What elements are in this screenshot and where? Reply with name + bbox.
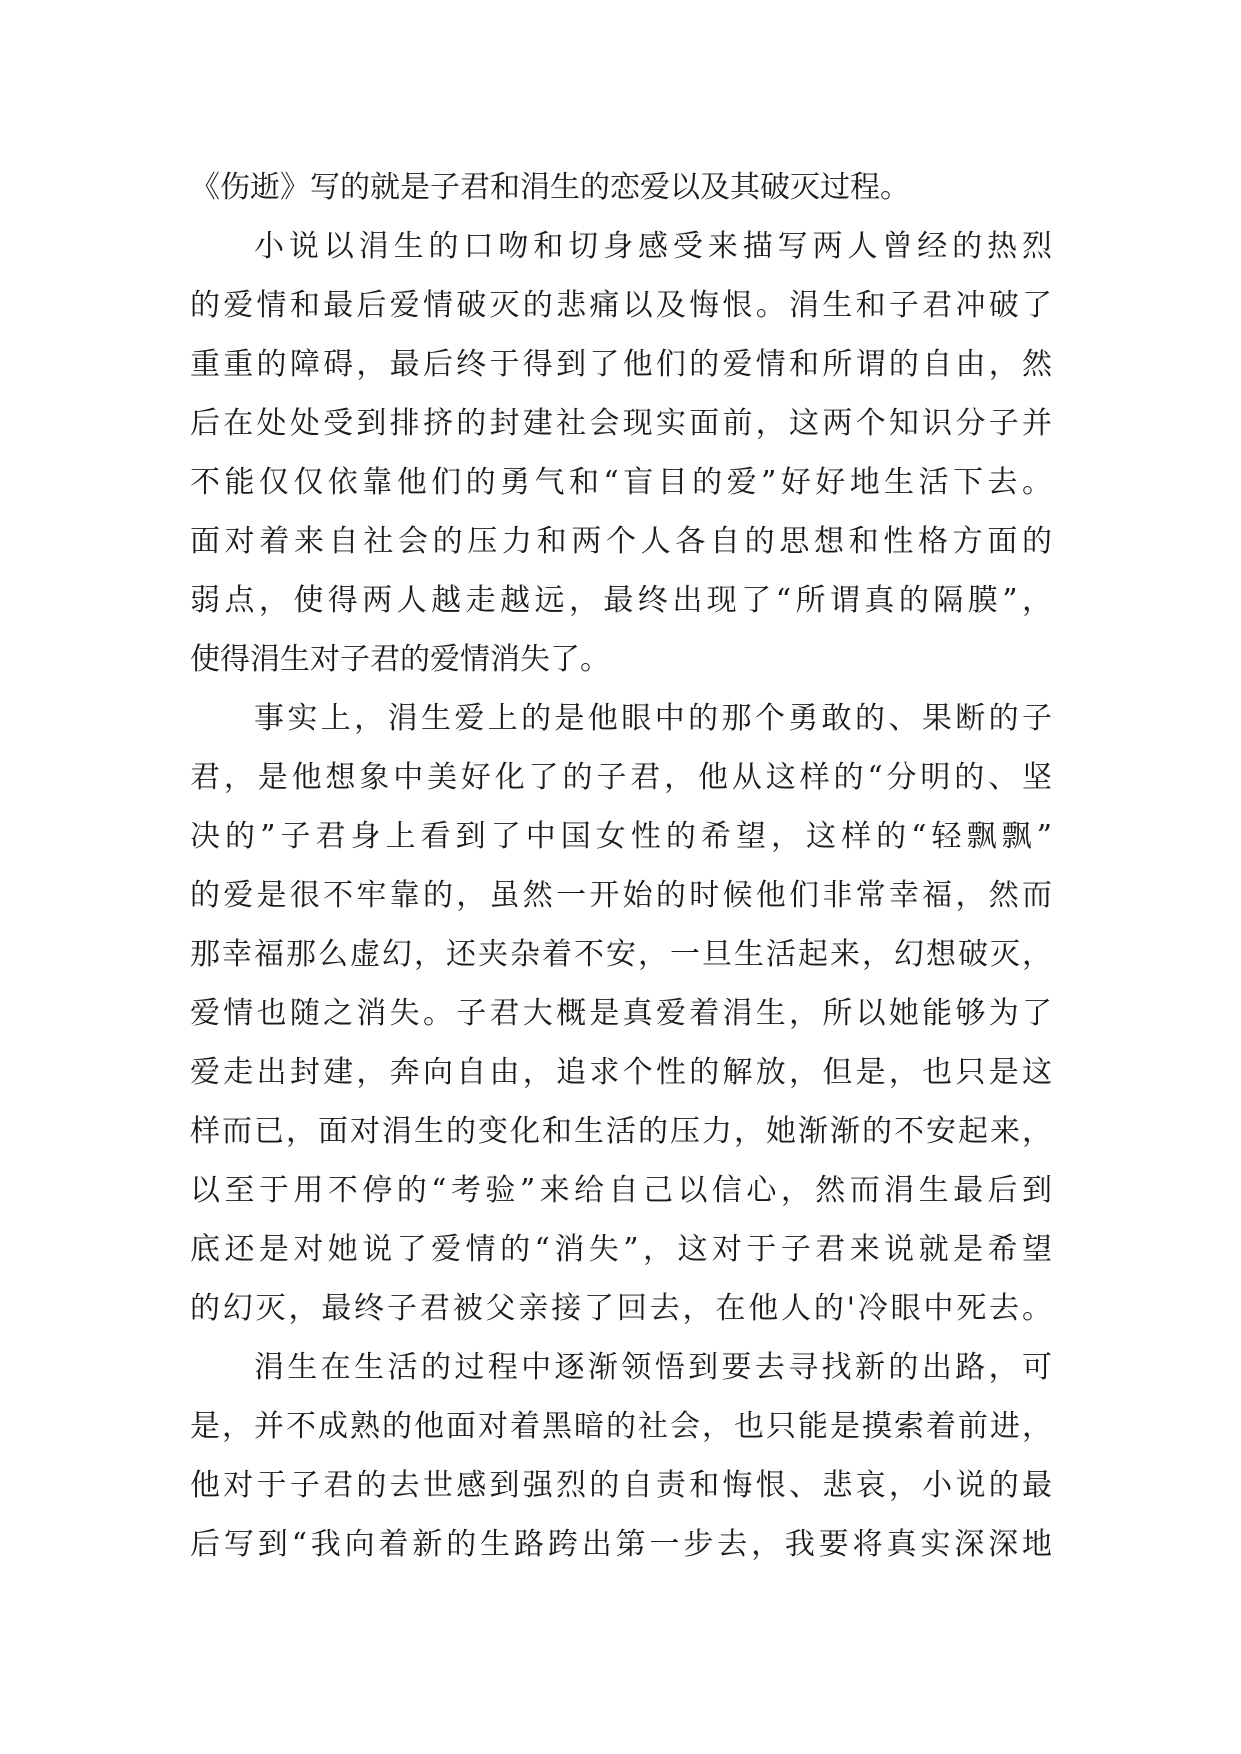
text-line: 爱情也随之消失。子君大概是真爱着涓生，所以她能够为了 [190, 996, 1052, 1031]
document-body [190, 158, 1052, 1574]
paragraph-first-line: 涓生在生活的过程中逐渐领悟到要去寻找新的出路，可 [254, 1350, 1052, 1385]
text-line: 样而已，面对涓生的变化和生活的压力，她渐渐的不安起来， [190, 1114, 1052, 1149]
text-line: 面对着来自社会的压力和两个人各自的思想和性格方面的 [190, 524, 1052, 559]
paragraph-first-line: 事实上，涓生爱上的是他眼中的那个勇敢的、果断的子 [254, 701, 1052, 736]
text-line: 重重的障碍，最后终于得到了他们的爱情和所谓的自由，然 [190, 347, 1052, 382]
text-line: 弱点，使得两人越走越远，最终出现了“所谓真的隔膜”， [190, 583, 1052, 618]
text-line: 底还是对她说了爱情的“消失”，这对于子君来说就是希望 [190, 1232, 1052, 1267]
text-line: 爱走出封建，奔向自由，追求个性的解放，但是，也只是这 [190, 1055, 1052, 1090]
text-line: 君，是他想象中美好化了的子君，他从这样的“分明的、坚 [190, 760, 1052, 795]
text-line: 不能仅仅依靠他们的勇气和“盲目的爱”好好地生活下去。 [190, 465, 1052, 500]
text-line: 的幻灭，最终子君被父亲接了回去，在他人的'冷眼中死去。 [190, 1291, 1052, 1326]
text-line: 《伤逝》写的就是子君和涓生的恋爱以及其破灭过程。 [190, 170, 910, 205]
text-line: 他对于子君的去世感到强烈的自责和悔恨、悲哀，小说的最 [190, 1468, 1052, 1503]
text-line: 后写到“我向着新的生路跨出第一步去，我要将真实深深地 [190, 1527, 1052, 1562]
text-line: 的爱是很不牢靠的，虽然一开始的时候他们非常幸福，然而 [190, 878, 1052, 913]
text-line: 的爱情和最后爱情破灭的悲痛以及悔恨。涓生和子君冲破了 [190, 288, 1052, 323]
text-line: 是，并不成熟的他面对着黑暗的社会，也只能是摸索着前进， [190, 1409, 1052, 1444]
text-line: 使得涓生对子君的爱情消失了。 [190, 642, 610, 677]
text-line: 以至于用不停的“考验”来给自己以信心，然而涓生最后到 [190, 1173, 1052, 1208]
text-line: 决的”子君身上看到了中国女性的希望，这样的“轻飘飘” [190, 819, 1052, 854]
text-line: 后在处处受到排挤的封建社会现实面前，这两个知识分子并 [190, 406, 1052, 441]
text-line: 那幸福那么虚幻，还夹杂着不安，一旦生活起来，幻想破灭， [190, 937, 1052, 972]
paragraph-first-line: 小说以涓生的口吻和切身感受来描写两人曾经的热烈 [254, 229, 1052, 264]
